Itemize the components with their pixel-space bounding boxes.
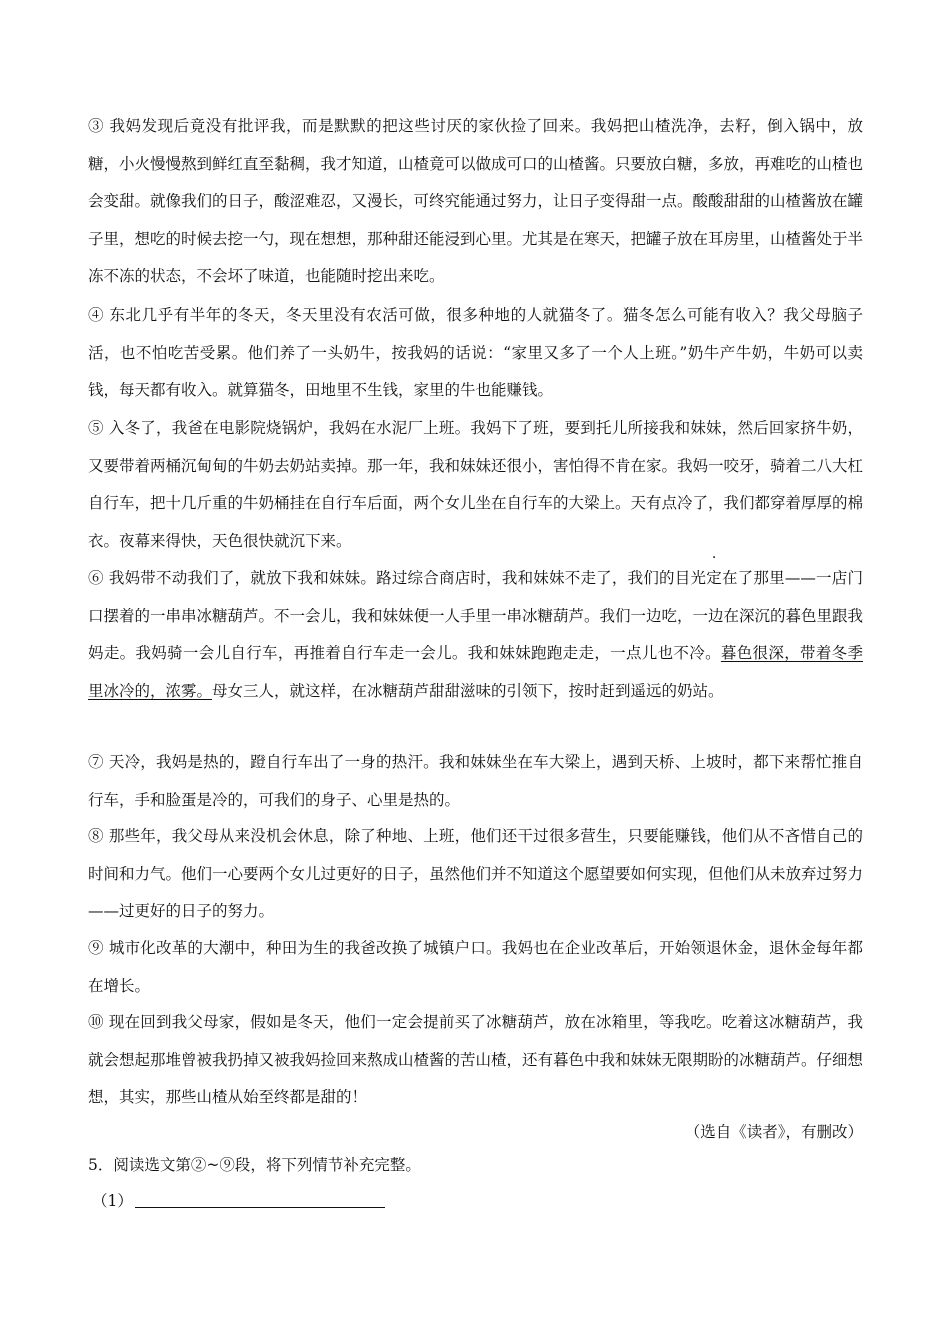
paragraph-6-text-c: 母女三人，就这样，在冰糖葫芦甜甜滋味的引领下，按时赶到遥远的奶站。 <box>212 681 724 700</box>
paragraph-5-text: ⑤ 入冬了，我爸在电影院烧锅炉，我妈在水泥厂上班。我妈下了班，要到托儿所接我和妹妹，然后回家挤牛奶，又要带着两桶沉甸甸的牛奶去奶站卖掉。那一年，我和妹妹还很小，害怕得不肯在家。我妈一咬牙，骑着二八大杠自行车，把十几斤重的牛奶桶挂在自行车后面，两个女儿坐在自行车的大梁上。天有点冷了，我们都穿着厚厚的棉衣。夜幕来得快，天色很快就沉下来。 <box>88 419 864 550</box>
emphasis-dot-char: 定 <box>706 569 722 587</box>
paragraph-4-text: ④ 东北几乎有半年的冬天，冬天里没有农活可做，很多种地的人就猫冬了。猫冬怎么可能有收入？我父母脑子活，也不怕吃苦受累。他们养了一头奶牛，按我妈的话说：“家里又多了一个人上班。”奶牛产牛奶，牛奶可以卖钱，每天都有收入。就算猫冬，田地里不生钱，家里的牛也能赚钱。 <box>88 306 863 399</box>
underlined-sentence: 暮色很深，带着冬季里冰冷的，浓雾。 <box>88 644 863 700</box>
paragraph-8 <box>88 818 863 931</box>
paragraph-8-text: ⑧ 那些年，我父母从来没机会休息，除了种地、上班，他们还干过很多营生，只要能赚钱，他们从不吝惜自己的时间和力气。他们一心要两个女儿过更好的日子，虽然他们并不知道这个愿望要如何实现，但他们从未放弃过努力——过更好的日子的努力。 <box>88 827 864 920</box>
answer-blank-1[interactable] <box>135 1189 385 1208</box>
source-citation: （选自《读者》，有删改） <box>684 1123 863 1141</box>
paragraph-3-text: ③ 我妈发现后竟没有批评我，而是默默的把这些讨厌的家伙捡了回来。我妈把山楂洗净，去籽，倒入锅中，放糖，小火慢慢熬到鲜红直至黏稠，我才知道，山楂竟可以做成可口的山楂酱。只要放白糖，多放，再难吃的山楂也会变甜。就像我们的日子，酸涩难忍，又漫长，可终究能通过努力，让日子变得甜一点。酸酸甜甜的山楂酱放在罐子里，想吃的时候去挖一勺，现在想想，那种甜还能浸到心里。尤其是在寒天，把罐子放在耳房里，山楂酱处于半冻不冻的状态，不会坏了味道，也能随时挖出来吃。 <box>88 117 864 285</box>
paragraph-4 <box>88 297 863 410</box>
paragraph-7 <box>88 744 863 819</box>
paragraph-10-text: ⑩ 现在回到我父母家，假如是冬天，他们一定会提前买了冰糖葫芦，放在冰箱里，等我吃。吃着这冰糖葫芦，我就会想起那堆曾被我扔掉又被我妈捡回来熬成山楂酱的苦山楂，还有暮色中我和妹妹无限期盼的冰糖葫芦。仔细想想，其实，那些山楂从始至终都是甜的！ <box>88 1013 864 1106</box>
answer-label-1: （1） <box>92 1192 133 1210</box>
paragraph-5 <box>88 410 863 560</box>
paragraph-6-text-b: 在了那里——一店门口摆着的一串串冰糖葫芦。不一会儿，我和妹妹便一人手里一串冰糖葫芦。我们一边吃，一边在深沉的暮色里跟我妈走。我妈骑一会儿自行车，再推着自行车走一会儿。我和妹妹跑跑走走，一点儿也不冷。 <box>88 569 864 662</box>
question-5: 5．阅读选文第②~⑨段，将下列情节补充完整。 <box>88 1156 421 1174</box>
paragraph-3 <box>88 108 863 296</box>
paragraph-6 <box>88 560 863 710</box>
paragraph-6-text-a: ⑥ 我妈带不动我们了，就放下我和妹妹。路过综合商店时，我和妹妹不走了，我们的目光 <box>88 569 707 587</box>
paragraph-9 <box>88 930 863 1005</box>
paragraph-7-text: ⑦ 天冷，我妈是热的，蹬自行车出了一身的热汗。我和妹妹坐在车大梁上，遇到天桥、上坡时，都下来帮忙推自行车，手和脸蛋是冷的，可我们的身子、心里是热的。 <box>88 753 863 809</box>
paragraph-9-text: ⑨ 城市化改革的大潮中，种田为生的我爸改换了城镇户口。我妈也在企业改革后，开始领退休金，退休金每年都在增长。 <box>88 939 863 995</box>
paragraph-10 <box>88 1004 863 1117</box>
answer-line-1 <box>92 1186 385 1216</box>
